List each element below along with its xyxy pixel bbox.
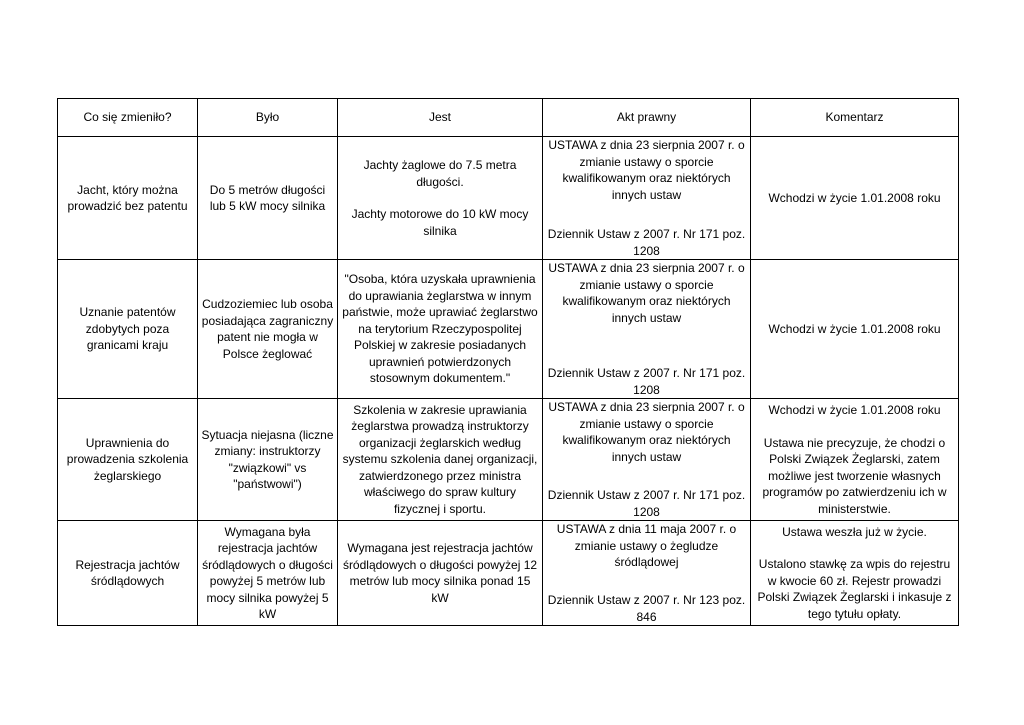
- changes-table: [57, 98, 959, 626]
- change-text: Uprawnienia do prowadzenia szkolenia żeglarskiego: [66, 435, 189, 483]
- now-text: Szkolenia w zakresie uprawiania żeglarstwa prowadzą instruktorzy organizacji żeglarskich według systemu szkolenia danej organizacji, zatwierdzonego przez ministra właściwego do spraw kultury fizycznej i sportu.: [342, 402, 538, 516]
- header-now: Jest: [338, 99, 543, 137]
- before-text: Wymagana była rejestracja jachtów śródlądowych o długości powyżej 5 metrów lub mocy silnika powyżej 5 kW: [202, 524, 333, 621]
- header-before: Było: [198, 99, 338, 137]
- comment-cell: [751, 137, 959, 260]
- comment-text: Wchodzi w życie 1.01.2008 roku: [768, 190, 941, 205]
- act-journal: Dziennik Ustaw z 2007 r. Nr 171 poz. 1208: [547, 227, 746, 258]
- table-row: [58, 521, 959, 626]
- now-text: "Osoba, która uzyskała uprawnienia do uprawiania żeglarstwa w innym państwie, może uprawiać żeglarstwo na terytorium Rzeczypospolitej Polskiej w zakresie posiadanych uprawnień potwierdzonych stosownym dokumentem.": [342, 272, 538, 386]
- header-change: Co się zmieniło?: [58, 99, 198, 137]
- legal-act-cell: [543, 399, 751, 521]
- comment-text: Ustawa weszła już w życie.: [782, 524, 927, 539]
- before-text: Do 5 metrów długości lub 5 kW mocy silnika: [209, 182, 326, 213]
- change-cell: [58, 399, 198, 521]
- change-cell: [58, 521, 198, 626]
- now-text: Wymagana jest rejestracja jachtów śródlądowych o długości powyżej 12 metrów lub mocy silnika ponad 15 kW: [342, 541, 538, 605]
- header-row: [58, 99, 959, 137]
- now-cell: [338, 260, 543, 399]
- act-title: USTAWA z dnia 23 sierpnia 2007 r. o zmianie ustawy o sporcie kwalifikowanym oraz niektórych innych ustaw: [548, 138, 745, 202]
- now-cell: [338, 137, 543, 260]
- comment-cell: [751, 260, 959, 399]
- before-text: Sytuacja niejasna (liczne zmiany: instruktorzy "związkowi" vs "państwowi"): [201, 427, 334, 491]
- comment-cell: [751, 521, 959, 626]
- now-text: Jachty żaglowe do 7.5 metra długości.: [363, 158, 517, 189]
- change-text: Uznanie patentów zdobytych poza granicami kraju: [79, 305, 176, 353]
- now-cell: [338, 521, 543, 626]
- change-text: Jacht, który można prowadzić bez patentu: [67, 182, 188, 213]
- legal-act-cell: [543, 521, 751, 626]
- table-row: [58, 260, 959, 399]
- comment-text: Ustawa nie precyzuje, że chodzi o Polski Związek Żeglarski, zatem możliwe jest tworzenie własnych programów po zatwierdzeniu ich w ministerstwie.: [762, 435, 947, 516]
- act-title: USTAWA z dnia 23 sierpnia 2007 r. o zmianie ustawy o sporcie kwalifikowanym oraz niektórych innych ustaw: [548, 400, 745, 464]
- legal-act-cell: [543, 137, 751, 260]
- before-cell: [198, 260, 338, 399]
- act-journal: Dziennik Ustaw z 2007 r. Nr 171 poz. 1208: [547, 366, 746, 397]
- comment-text: Wchodzi w życie 1.01.2008 roku: [768, 403, 941, 417]
- change-text: Rejestracja jachtów śródlądowych: [75, 557, 180, 588]
- now-cell: [338, 399, 543, 521]
- before-cell: [198, 137, 338, 260]
- act-title: USTAWA z dnia 23 sierpnia 2007 r. o zmianie ustawy o sporcie kwalifikowanym oraz niektórych innych ustaw: [548, 261, 745, 325]
- act-journal: Dziennik Ustaw z 2007 r. Nr 123 poz. 846: [547, 593, 746, 624]
- legal-act-cell: [543, 260, 751, 399]
- change-cell: [58, 137, 198, 260]
- now-text: Jachty motorowe do 10 kW mocy silnika: [351, 207, 529, 238]
- act-journal: Dziennik Ustaw z 2007 r. Nr 171 poz. 1208: [547, 488, 746, 519]
- comment-text: Wchodzi w życie 1.01.2008 roku: [768, 321, 941, 336]
- table-row: [58, 399, 959, 521]
- before-cell: [198, 521, 338, 626]
- comment-cell: [751, 399, 959, 521]
- table-row: [58, 137, 959, 260]
- act-title: USTAWA z dnia 11 maja 2007 r. o zmianie ustawy o żegludze śródlądowej: [556, 522, 737, 569]
- header-legal-act: Akt prawny: [543, 99, 751, 137]
- comment-text: Ustalono stawkę za wpis do rejestru w kwocie 60 zł. Rejestr prowadzi Polski Związek Żeglarski i inkasuje z tego tytułu opłaty.: [757, 557, 952, 621]
- before-cell: [198, 399, 338, 521]
- before-text: Cudzoziemiec lub osoba posiadająca zagraniczny patent nie mogła w Polsce żeglować: [201, 297, 334, 361]
- change-cell: [58, 260, 198, 399]
- header-comment: Komentarz: [751, 99, 959, 137]
